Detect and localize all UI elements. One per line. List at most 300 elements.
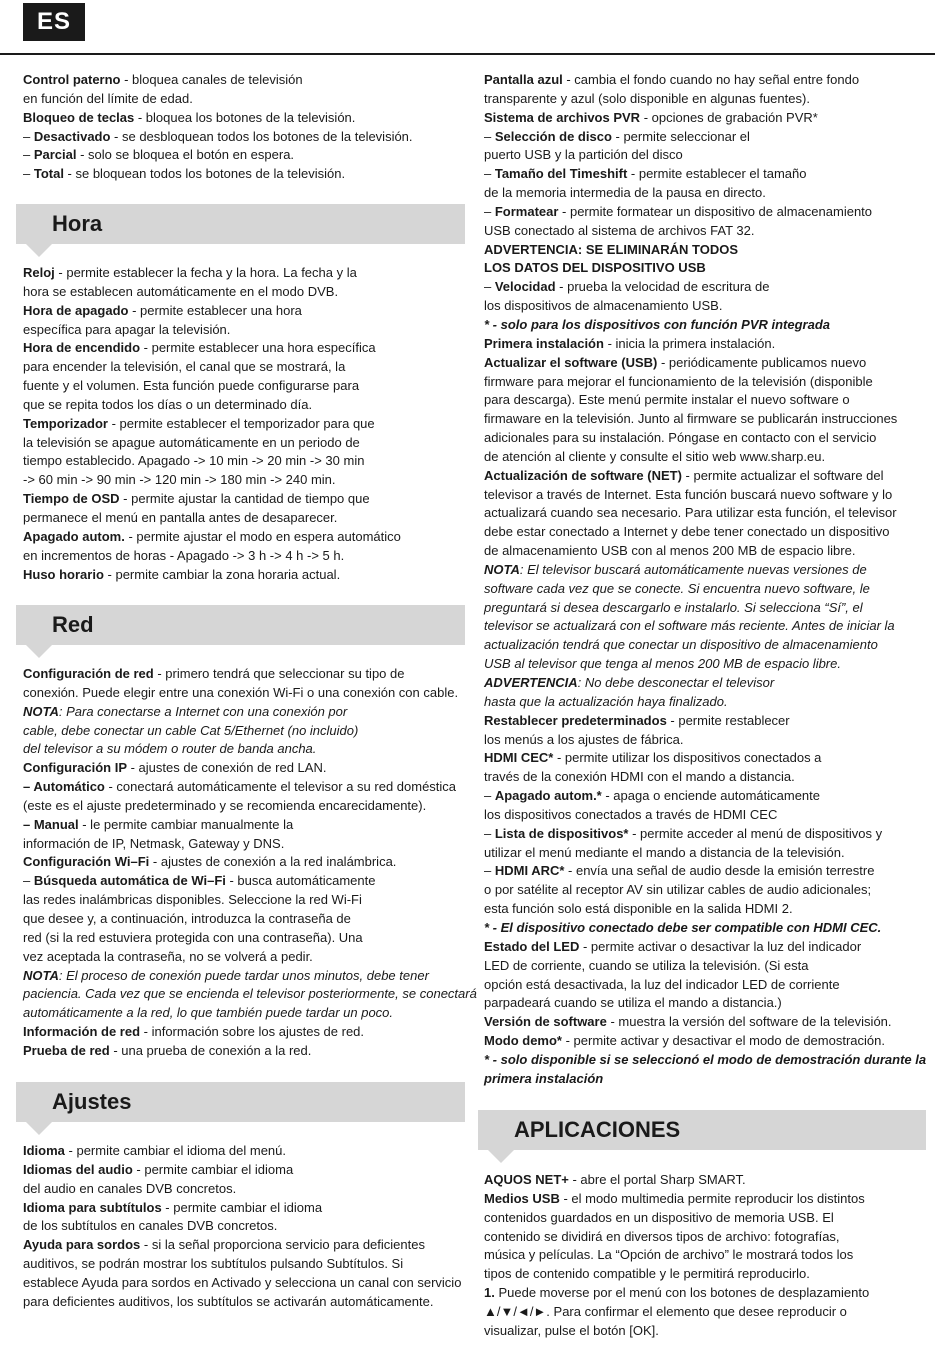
line-text: - ajustes de conexión de red LAN. [127, 760, 327, 776]
line-text: en función del límite de edad. [23, 90, 193, 106]
section-header-red [16, 605, 465, 645]
line-text: los dispositivos conectados a través de HDMI CEC [484, 806, 778, 822]
text-line [484, 222, 930, 241]
line-emphasis: * - solo para los dispositivos con función PVR integrada [484, 316, 830, 332]
line-emphasis: * - solo disponible si se seleccionó el modo de demostración durante la [484, 1051, 927, 1067]
text-line [23, 1255, 465, 1274]
text-line [23, 1274, 465, 1293]
line-text: - permite ajustar el modo en espera automático [124, 528, 401, 544]
text-line [484, 429, 930, 448]
text-line [484, 561, 930, 580]
line-text: permanece el menú en pantalla antes de desaparecer. [23, 509, 338, 525]
text-line [23, 797, 465, 816]
text-line [23, 853, 465, 872]
text-line [484, 636, 930, 655]
text-line [23, 1042, 465, 1061]
line-emphasis: ADVERTENCIA: SE ELIMINARÁN TODOS [484, 241, 738, 257]
header-notch [26, 645, 52, 658]
line-text: contenidos guardados en un dispositivo de memoria USB. El [484, 1209, 834, 1225]
text-line [23, 759, 465, 778]
line-text: - el modo multimedia permite reproducir los distintos [559, 1190, 865, 1206]
line-text: conexión. Puede elegir entre una conexión Wi-Fi o una conexión con cable. [23, 684, 459, 700]
text-line [484, 599, 930, 618]
line-text: - permite utilizar los dispositivos conectados a [553, 750, 822, 766]
line-emphasis: Temporizador [23, 415, 108, 431]
line-text: de almacenamiento USB con al menos 200 MB de espacio libre. [484, 543, 856, 559]
line-emphasis: Información de red [23, 1024, 141, 1040]
line-emphasis: : Para conectarse a Internet con una conexión por [58, 703, 348, 719]
line-emphasis: Búsqueda automática de Wi–Fi [33, 873, 226, 889]
red-section [23, 665, 477, 1061]
line-text: – [484, 203, 495, 219]
line-text: las redes inalámbricas disponibles. Seleccione la red Wi-Fi [23, 892, 362, 908]
text-line [484, 957, 930, 976]
text-line [484, 976, 930, 995]
text-line [23, 90, 465, 109]
line-text: - permite establecer una hora específica [140, 340, 376, 356]
line-emphasis: : El proceso de conexión puede tardar unos minutos, debe tener [58, 967, 429, 983]
line-emphasis: Versión de software [484, 1014, 607, 1030]
line-text: - conectará automáticamente el televisor a su red doméstica [104, 779, 457, 795]
text-line [484, 203, 930, 222]
text-line [23, 283, 465, 302]
line-text: - permite establecer el tamaño [627, 166, 807, 182]
text-line [23, 1236, 465, 1255]
text-line [23, 910, 465, 929]
text-line [23, 490, 465, 509]
line-emphasis: Control paterno [23, 72, 121, 87]
line-emphasis: USB al televisor que tenga al menos 200 MB de espacio libre. [484, 656, 841, 672]
text-line [484, 335, 930, 354]
text-line [23, 872, 465, 891]
text-line [23, 1293, 465, 1312]
text-line [484, 1032, 930, 1051]
text-line [23, 528, 465, 547]
line-emphasis: Huso horario [23, 566, 104, 582]
system-settings-body [484, 71, 930, 1089]
line-emphasis: Configuración Wi–Fi [23, 854, 150, 870]
text-line [23, 264, 465, 283]
line-text: música y películas. La “Opción de archivo” le mostrará todos los [484, 1247, 854, 1263]
section-header-hora [16, 204, 465, 244]
text-line [484, 278, 930, 297]
text-line [484, 241, 930, 260]
hora-body [23, 264, 465, 584]
text-line [23, 321, 465, 340]
text-line [23, 165, 465, 184]
line-text: – [23, 873, 34, 889]
text-line [484, 1284, 930, 1303]
line-emphasis: NOTA [23, 967, 59, 983]
line-text: - periódicamente publicamos nuevo [657, 354, 867, 370]
line-emphasis: Hora de apagado [23, 302, 129, 318]
red-body [23, 665, 477, 1061]
text-line [23, 302, 465, 321]
line-text: vez aceptada la contraseña, no se volverá a pedir. [23, 948, 313, 964]
text-line [484, 844, 930, 863]
section-header-aplicaciones [478, 1110, 926, 1150]
text-line [23, 109, 465, 128]
text-line [23, 509, 465, 528]
line-text: para descarga). Este menú permite instalar el nuevo software o [484, 392, 850, 408]
line-text: - permite establecer el temporizador para que [108, 415, 375, 431]
line-text: contenido se dividirá en diversos tipos de archivo: fotografías, [484, 1228, 840, 1244]
line-text: – [23, 128, 34, 144]
line-emphasis: Apagado autom. [23, 528, 125, 544]
text-line [23, 967, 465, 986]
line-text: opción está desactivada, la luz del indicador LED de corriente [484, 976, 840, 992]
section-title: Ajustes [52, 1089, 132, 1114]
text-line [484, 881, 930, 900]
line-text: - si la señal proporciona servicio para deficientes [140, 1237, 425, 1253]
text-line [484, 1209, 930, 1228]
text-line [484, 994, 930, 1013]
text-line [23, 1023, 465, 1042]
line-text: (este es el ajuste predeterminado y se recomienda encarecidamente). [23, 797, 427, 813]
line-text: - permite activar o desactivar la luz del indicador [579, 938, 862, 954]
text-line [484, 580, 930, 599]
line-text: - bloquea canales de televisión [120, 72, 303, 87]
line-emphasis: Configuración IP [23, 760, 127, 776]
line-text: parpadeará cuando se utiliza el mando a distancia.) [484, 995, 782, 1011]
line-emphasis: Bloqueo de teclas [23, 109, 135, 125]
text-line [484, 391, 930, 410]
line-emphasis: Idioma [23, 1143, 65, 1158]
line-emphasis: Modo demo* [484, 1033, 562, 1049]
section-title: APLICACIONES [514, 1117, 681, 1142]
line-text: - permite cambiar el idioma [161, 1199, 323, 1215]
line-emphasis: NOTA [23, 703, 59, 719]
line-text: - se desbloquean todos los botones de la televisión. [110, 128, 413, 144]
text-line [484, 373, 930, 392]
line-emphasis: Reloj [23, 265, 55, 280]
line-text: de la memoria intermedia de la pausa en directo. [484, 185, 766, 201]
text-line [484, 71, 930, 90]
line-emphasis: Estado del LED [484, 938, 580, 954]
header-notch [26, 1122, 52, 1135]
line-text: específica para apagar la televisión. [23, 321, 231, 337]
line-emphasis: software cada vez que se conecte. Si encuentra nuevo software, le [484, 580, 870, 596]
line-text: -> 60 min -> 90 min -> 120 min -> 180 min -> 240 min. [23, 472, 336, 488]
text-line [484, 523, 930, 542]
line-emphasis: Pantalla azul [484, 72, 563, 87]
text-line [484, 410, 930, 429]
line-text: - permite actualizar el software del [681, 467, 884, 483]
text-line [484, 1322, 930, 1341]
line-text: - permite seleccionar el [611, 128, 750, 144]
line-text: información de IP, Netmask, Gateway y DNS. [23, 835, 285, 851]
line-text: Puede moverse por el menú con los botones de desplazamiento [498, 1285, 870, 1301]
text-line [484, 486, 930, 505]
line-emphasis: del televisor a su módem o router de banda ancha. [23, 741, 317, 757]
ajustes-body [23, 1142, 465, 1312]
line-text: firmaware en la televisión. Junto al firmware se publicarán instrucciones [484, 411, 898, 427]
line-text: - permite restablecer [666, 712, 790, 728]
line-text: - ajustes de conexión a la red inalámbrica. [149, 854, 397, 870]
line-text: los menús a los ajustes de fábrica. [484, 731, 684, 747]
header-rule [0, 53, 935, 55]
text-line [484, 1190, 930, 1209]
line-emphasis: Total [33, 166, 64, 182]
text-line [484, 617, 930, 636]
line-text: esta función solo está disponible en la salida HDMI 2. [484, 901, 793, 917]
line-emphasis: Formatear [494, 203, 559, 219]
text-line [23, 722, 465, 741]
text-line [23, 1217, 465, 1236]
line-text: - abre el portal Sharp SMART. [568, 1172, 746, 1187]
line-emphasis: Velocidad [494, 279, 556, 295]
line-emphasis: NOTA [484, 561, 520, 577]
text-line [484, 938, 930, 957]
line-emphasis: Apagado autom.* [494, 788, 602, 804]
text-line [484, 1070, 930, 1089]
line-text: de atención al cliente y consulte el sitio web www.sharp.eu. [484, 448, 826, 464]
line-text: - permite formatear un dispositivo de almacenamiento [558, 203, 873, 219]
line-emphasis: hasta que la actualización haya finalizado. [484, 693, 728, 709]
line-emphasis: Restablecer predeterminados [484, 712, 667, 728]
text-line [484, 674, 930, 693]
line-text: - permite establecer una hora [128, 302, 302, 318]
line-text: USB conectado al sistema de archivos FAT 32. [484, 222, 755, 238]
text-line [484, 354, 930, 373]
line-emphasis: paciencia. Cada vez que se encienda el televisor posteriormente, se conectará [23, 986, 477, 1002]
line-text: tipos de contenido compatible y le permitirá reproducirlo. [484, 1266, 810, 1282]
text-line [23, 396, 465, 415]
line-text: fuente y el volumen. Esta función puede configurarse para [23, 378, 360, 394]
text-line [23, 471, 465, 490]
text-line [23, 339, 465, 358]
text-line [23, 835, 465, 854]
line-emphasis: : No debe desconectar el televisor [577, 675, 775, 690]
section-header-ajustes [16, 1082, 465, 1122]
line-text: ▲/▼/◄/►. Para confirmar el elemento que desee reproducir o [484, 1303, 847, 1319]
line-text: través de la conexión HDMI con el mando a distancia. [484, 769, 795, 785]
text-line [484, 919, 930, 938]
line-emphasis: actualización tendrá que conectar un dispositivo de almacenamiento [484, 637, 878, 653]
line-emphasis: Lista de dispositivos* [494, 825, 629, 841]
line-text: actualizará cuando sea necesario. Para utilizar esta función, el televisor [484, 505, 897, 521]
line-text: transparente y azul (solo disponible en algunas fuentes). [484, 90, 810, 106]
line-emphasis: Idiomas del audio [23, 1161, 133, 1177]
ajustes-section [23, 1142, 465, 1312]
text-line [484, 297, 930, 316]
text-line [484, 184, 930, 203]
line-emphasis: – Manual [23, 816, 79, 832]
text-line [23, 948, 465, 967]
line-text: - solo se bloquea el botón en espera. [76, 147, 295, 163]
text-line [23, 778, 465, 797]
line-emphasis: Prueba de red [23, 1042, 110, 1058]
text-line [23, 1161, 465, 1180]
line-emphasis: LOS DATOS DEL DISPOSITIVO USB [484, 260, 706, 276]
text-line [23, 1180, 465, 1199]
text-line [484, 109, 930, 128]
line-text: - permite acceder al menú de dispositivos y [628, 825, 883, 841]
text-line [23, 415, 465, 434]
parental-section [23, 71, 465, 184]
line-emphasis: automáticamente a la red, lo que también puede tardar un poco. [23, 1005, 394, 1021]
text-line [484, 749, 930, 768]
text-line [23, 985, 477, 1004]
text-line [484, 655, 930, 674]
line-text: - opciones de grabación PVR* [640, 109, 818, 125]
text-line [484, 165, 930, 184]
line-text: - envía una señal de audio desde la emisión terrestre [564, 863, 875, 879]
text-line [484, 768, 930, 787]
text-line [23, 1199, 465, 1218]
text-line [484, 1051, 930, 1070]
text-line [484, 146, 930, 165]
line-text: firmware para mejorar el funcionamiento de la televisión (disponible [484, 373, 873, 389]
line-emphasis: cable, debe conectar un cable Cat 5/Ethernet (no incluido) [23, 722, 359, 738]
text-line [23, 1142, 465, 1161]
line-emphasis: Actualización de software (NET) [484, 467, 682, 483]
apps-body [484, 1171, 930, 1341]
line-text: – [484, 825, 495, 841]
line-text: en incrementos de horas - Apagado -> 3 h -> 4 h -> 5 h. [23, 547, 345, 563]
line-text: - permite activar y desactivar el modo de demostración. [562, 1033, 885, 1049]
line-text: - apaga o enciende automáticamente [601, 788, 821, 804]
line-text: para encender la televisión, el canal que se mostrará, la [23, 359, 346, 375]
line-emphasis: Idioma para subtítulos [23, 1199, 162, 1215]
line-emphasis: Actualizar el software (USB) [484, 354, 658, 370]
text-line [23, 684, 465, 703]
line-emphasis: HDMI ARC* [494, 863, 565, 879]
line-emphasis: Medios USB [484, 1190, 560, 1206]
line-text: - cambia el fondo cuando no hay señal entre fondo [562, 72, 860, 87]
line-emphasis: Configuración de red [23, 666, 154, 681]
text-line [23, 566, 465, 585]
line-text: la televisión se apague automáticamente en un periodo de [23, 434, 360, 450]
text-line [23, 665, 465, 684]
line-text: – [484, 788, 495, 804]
text-line [23, 929, 465, 948]
line-text: red (si la red estuviera protegida con una contraseña). Una [23, 929, 363, 945]
line-emphasis: Hora de encendido [23, 340, 141, 356]
line-text: - permite cambiar el idioma [132, 1161, 294, 1177]
text-line [484, 1265, 930, 1284]
text-line [484, 1013, 930, 1032]
line-text: adicionales para su instalación. Póngase en contacto con el servicio [484, 430, 877, 446]
section-title: Hora [52, 211, 103, 236]
text-line [484, 787, 930, 806]
text-line [484, 693, 930, 712]
text-line [23, 71, 465, 90]
text-line [484, 1228, 930, 1247]
line-emphasis: * - El dispositivo conectado debe ser compatible con HDMI CEC. [484, 919, 882, 935]
line-text: - le permite cambiar manualmente la [78, 816, 294, 832]
text-line [23, 740, 465, 759]
line-text: o por satélite al receptor AV sin utilizar cables de audio adicionales; [484, 882, 872, 898]
line-text: tiempo establecido. Apagado -> 10 min -> 20 min -> 30 min [23, 453, 365, 469]
line-emphasis: Desactivado [33, 128, 111, 144]
line-emphasis: televisor se actualizará con el software más reciente. Antes de iniciar la [484, 618, 895, 634]
line-emphasis: Tiempo de OSD [23, 491, 120, 507]
line-text: televisor a través de Internet. Esta función buscará nuevo software y lo [484, 486, 893, 502]
text-line [23, 1004, 465, 1023]
line-text: los dispositivos de almacenamiento USB. [484, 298, 723, 314]
line-emphasis: – Automático [23, 779, 105, 795]
line-text: - bloquea los botones de la televisión. [134, 109, 356, 125]
text-line [484, 128, 930, 147]
text-line [484, 712, 930, 731]
line-text: - permite establecer la fecha y la hora. La fecha y la [54, 265, 357, 280]
line-text: – [484, 863, 495, 879]
line-text: - prueba la velocidad de escritura de [555, 279, 770, 295]
section-title: Red [52, 612, 94, 637]
line-emphasis: primera instalación [484, 1070, 604, 1086]
line-text: visualizar, pulse el botón [OK]. [484, 1322, 659, 1338]
line-emphasis: Ayuda para sordos [23, 1237, 141, 1253]
text-line [484, 1171, 930, 1190]
text-line [23, 703, 465, 722]
line-text: - se bloquean todos los botones de la televisión. [63, 166, 346, 182]
line-emphasis: ADVERTENCIA [484, 675, 578, 690]
line-text: – [484, 279, 495, 295]
left-column [23, 71, 465, 184]
text-line [23, 146, 465, 165]
text-line [484, 806, 930, 825]
text-line [23, 452, 465, 471]
line-text: auditivos, se podrán mostrar los subtítulos pulsando Subtítulos. Si [23, 1256, 404, 1272]
line-emphasis: 1. [484, 1285, 499, 1301]
line-text: - muestra la versión del software de la televisión. [606, 1014, 892, 1030]
line-text: – [484, 166, 495, 182]
header-notch [26, 244, 52, 257]
line-text: - una prueba de conexión a la red. [109, 1042, 312, 1058]
line-text: - permite cambiar la zona horaria actual. [103, 566, 341, 582]
text-line [23, 434, 465, 453]
text-line [23, 358, 465, 377]
text-line [23, 377, 465, 396]
line-emphasis: Selección de disco [494, 128, 612, 144]
line-text: puerto USB y la partición del disco [484, 147, 683, 163]
text-line [484, 1303, 930, 1322]
language-badge: ES [23, 3, 85, 41]
line-text: - permite cambiar el idioma del menú. [64, 1143, 286, 1158]
text-line [23, 816, 465, 835]
text-line [484, 900, 930, 919]
apps-section [484, 1171, 930, 1341]
line-emphasis: : El televisor buscará automáticamente nuevas versiones de [519, 561, 867, 577]
line-text: - primero tendrá que seleccionar su tipo de [153, 666, 405, 681]
line-text: que se repita todos los días o un determinado día. [23, 396, 313, 412]
line-text: de los subtítulos en canales DVB concretos. [23, 1218, 278, 1234]
text-line [484, 448, 930, 467]
line-emphasis: HDMI CEC* [484, 750, 554, 766]
text-line [484, 542, 930, 561]
text-line [484, 825, 930, 844]
line-text: – [484, 128, 495, 144]
right-column [484, 71, 930, 1089]
text-line [484, 504, 930, 523]
text-line [23, 128, 465, 147]
line-text: debe estar conectado a Internet y debe tener conectado un dispositivo [484, 524, 890, 540]
line-text: que desee y, a continuación, introduzca la contraseña de [23, 910, 351, 926]
text-line [484, 731, 930, 750]
text-line [23, 891, 465, 910]
line-emphasis: Parcial [33, 147, 77, 163]
text-line [484, 1246, 930, 1265]
line-text: utilizar el menú mediante el mando a distancia de la televisión. [484, 844, 845, 860]
line-text: establece Ayuda para sordos en Activado y selecciona un canal con servicio [23, 1274, 462, 1290]
text-line [484, 259, 930, 278]
text-line [23, 547, 465, 566]
line-emphasis: Tamaño del Timeshift [494, 166, 628, 182]
line-emphasis: preguntará si desea descargarlo e instalarlo. Si selecciona “Sí”, el [484, 599, 863, 615]
line-text: - busca automáticamente [225, 873, 376, 889]
line-text: hora se establecen automáticamente en el modo DVB. [23, 283, 339, 299]
